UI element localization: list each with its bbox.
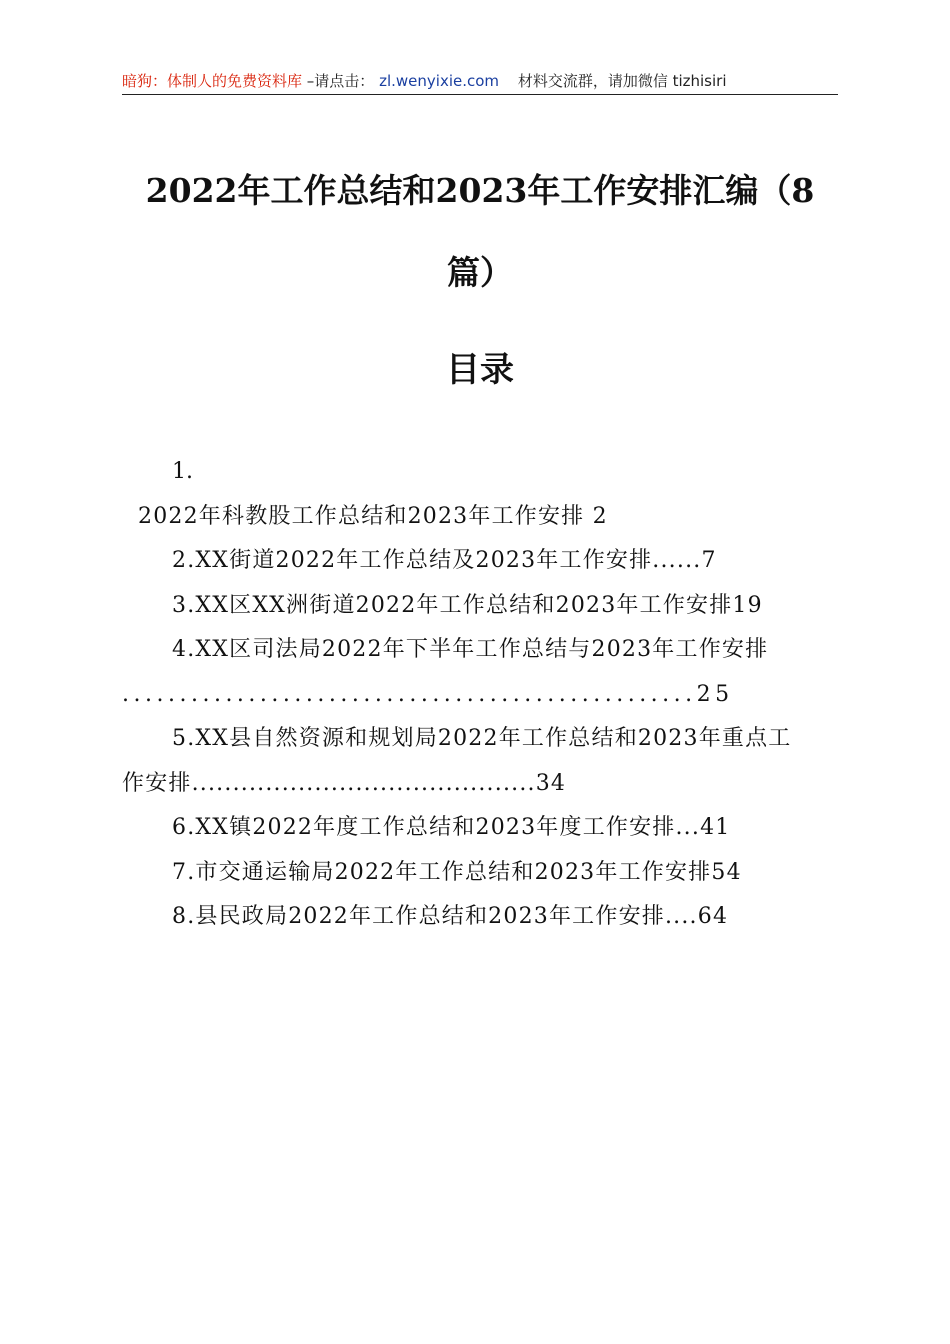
toc-item-1-number[interactable]: 1. [172, 459, 193, 484]
toc-item-1[interactable]: 2022年科教股工作总结和2023年工作安排 2 [138, 503, 608, 529]
toc-item-5[interactable]: 5.XX县自然资源和规划局2022年工作总结和2023年重点工 [172, 726, 792, 751]
header-divider [122, 94, 838, 95]
table-of-contents [122, 450, 838, 940]
toc-item-4-leader[interactable]: ..................................................25 [122, 681, 734, 707]
toc-item-5-continued[interactable]: 作安排..........................................34 [122, 770, 567, 796]
toc-item-3[interactable]: 3.XX区XX洲街道2022年工作总结和2023年工作安排19 [172, 592, 763, 618]
toc-item-2[interactable]: 2.XX街道2022年工作总结及2023年工作安排......7 [172, 548, 717, 573]
toc-heading: 目录 [446, 350, 514, 390]
toc-item-7[interactable]: 7.市交通运输局2022年工作总结和2023年工作安排54 [172, 859, 742, 885]
toc-item-6[interactable]: 6.XX镇2022年度工作总结和2023年度工作安排...41 [172, 815, 731, 840]
document-title-line1: 2022年工作总结和2023年工作安排汇编（8 [145, 171, 815, 210]
header-contact-text: 材料交流群，请加微信 tizhisiri [517, 72, 727, 90]
page-header [122, 70, 838, 92]
document-title-line2: 篇） [447, 253, 513, 292]
header-link-prompt: –请点击： [306, 72, 375, 90]
header-source-label: 暗狗：体制人的免费资料库 [122, 72, 303, 90]
header-link[interactable]: zl.wenyixie.com [379, 72, 500, 90]
document-title [122, 150, 838, 314]
toc-item-8[interactable]: 8.县民政局2022年工作总结和2023年工作安排....64 [172, 904, 729, 929]
toc-item-4[interactable]: 4.XX区司法局2022年下半年工作总结与2023年工作安排 [172, 637, 769, 662]
